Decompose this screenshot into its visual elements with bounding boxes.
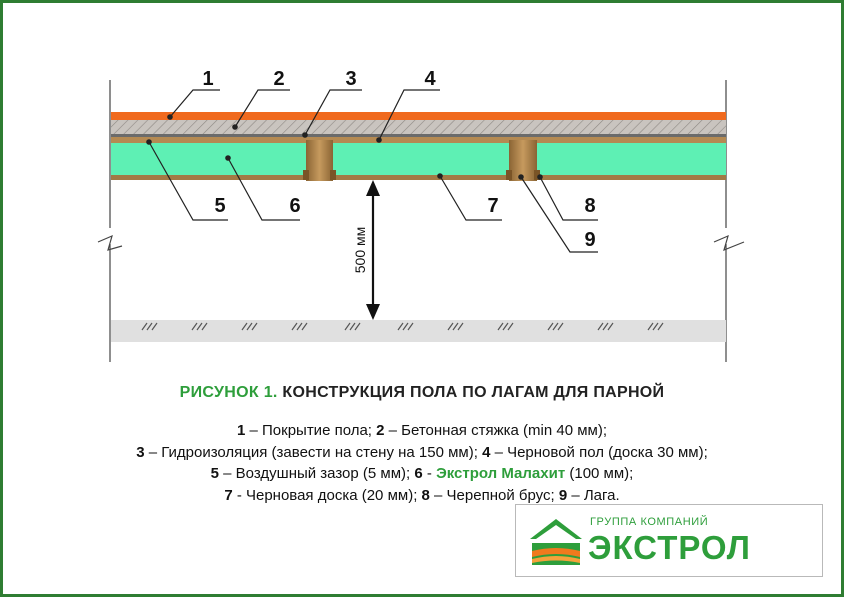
legend-text-2: – Бетонная стяжка (min 40 мм); [384, 422, 607, 439]
logo-title: ЭКСТРОЛ [588, 529, 751, 566]
label-6: 6 [289, 195, 301, 217]
joist-left [306, 140, 333, 181]
label-5: 5 [214, 195, 226, 217]
label-2: 2 [273, 68, 285, 90]
legend-line-2 [0, 442, 844, 464]
legend-num-8: 8 [421, 486, 430, 504]
label-1: 1 [202, 68, 214, 90]
label-7: 7 [487, 195, 499, 217]
legend-text-6: (100 мм); [565, 465, 634, 482]
legend-num-4: 4 [482, 443, 491, 461]
dimension-label: 500 мм [352, 226, 368, 274]
legend-line-1 [0, 420, 844, 442]
legend-num-7: 7 [224, 486, 233, 504]
legend-brand-6: Экстрол Малахит [436, 465, 566, 482]
legend-num-2: 2 [376, 422, 385, 439]
label-4: 4 [424, 68, 436, 90]
figure-caption [0, 384, 844, 402]
legend-text-4: – Черновой пол (доска 30 мм); [490, 443, 708, 461]
house-logo-icon [528, 517, 584, 567]
legend-num-5: 5 [210, 465, 219, 482]
legend-text-5: – Воздушный зазор (5 мм); [219, 465, 415, 482]
layer-screed [111, 120, 726, 134]
caption-text: КОНСТРУКЦИЯ ПОЛА ПО ЛАГАМ ДЛЯ ПАРНОЙ [277, 384, 665, 401]
ground [111, 320, 726, 342]
dimension-arrow [366, 180, 380, 320]
legend-text-1: – Покрытие пола; [245, 422, 377, 439]
legend-sep-6: - [422, 465, 437, 482]
cranial-beam-l1 [303, 170, 309, 180]
legend-line-4 [0, 485, 844, 507]
legend-num-6: 6 [414, 465, 423, 482]
layer-waterproofing [111, 134, 726, 137]
layer-insulation-left [111, 143, 306, 175]
legend-text-7: - Черновая доска (20 мм); [232, 486, 422, 504]
joist-right [509, 140, 537, 181]
cranial-beam-r1 [506, 170, 512, 180]
label-8: 8 [584, 195, 596, 217]
cranial-beam-l2 [330, 170, 336, 180]
layer-rough-floor [111, 137, 726, 143]
label-3: 3 [345, 68, 357, 90]
caption-prefix: РИСУНОК 1. [179, 384, 278, 401]
legend-line-3 [0, 463, 844, 485]
legend-num-1: 1 [236, 422, 246, 439]
legend [0, 420, 844, 506]
layer-floor-cover [111, 112, 726, 120]
layer-rough-board [111, 175, 726, 180]
legend-text-3: – Гидроизоляция (завести на стену на 150 мм); [144, 443, 483, 461]
legend-text-9: – Лага. [567, 486, 620, 504]
legend-num-3: 3 [136, 443, 145, 461]
label-9: 9 [584, 229, 596, 251]
legend-num-9: 9 [558, 486, 568, 504]
layer-insulation-right [537, 143, 726, 175]
logo-subtitle: ГРУППА КОМПАНИЙ [590, 516, 709, 528]
company-logo [515, 504, 823, 577]
legend-text-8: – Черепной брус; [429, 486, 559, 504]
layer-insulation-mid [333, 143, 509, 175]
